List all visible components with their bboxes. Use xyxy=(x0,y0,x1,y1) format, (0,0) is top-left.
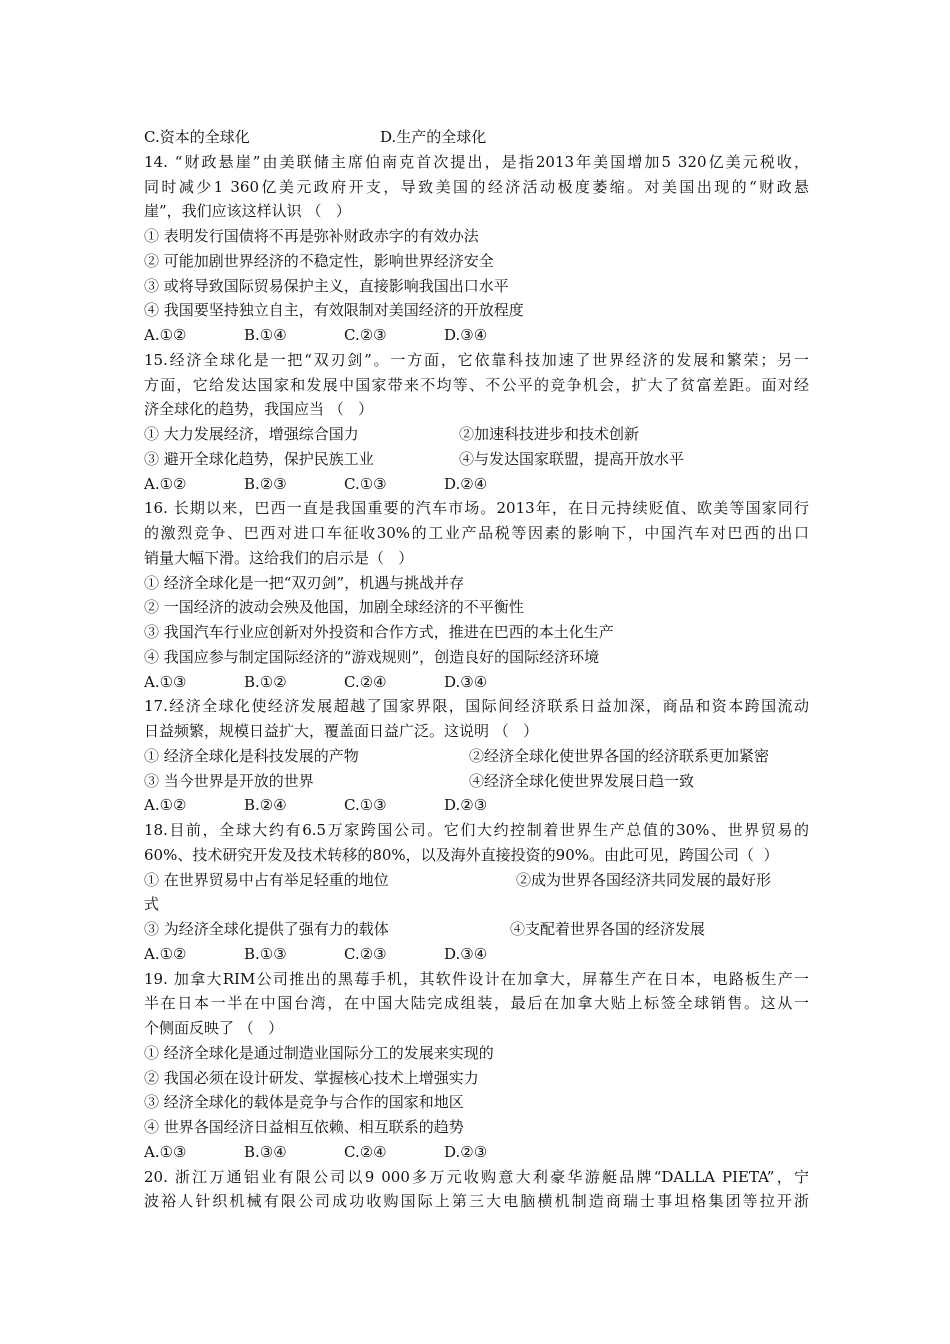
q15-option-d: D.②④ xyxy=(444,474,488,493)
q18-statement-3: ③ 为经济全球化提供了强有力的载体 xyxy=(144,920,389,938)
q19-answer-options xyxy=(144,1140,809,1165)
q16-stem-line-3: 销量大幅下滑。这给我们的启示是（ ） xyxy=(144,548,414,567)
q19-statement-3: ③ 经济全球化的载体是竞争与合作的国家和地区 xyxy=(144,1093,464,1112)
q19-statement-1: ① 经济全球化是通过制造业国际分工的发展来实现的 xyxy=(144,1043,494,1062)
q17-option-c: C.①③ xyxy=(344,796,387,815)
q18-stem-line-2: 60%、技术研究开发及技术转移的80%，以及海外直接投资的90%。由此可见，跨国公司（ ） xyxy=(144,845,779,864)
q18-statements-1-2 xyxy=(144,868,809,893)
q14-stem-line-1: 14. “财政悬崖”由美联储主席伯南克首次提出，是指2013年美国增加5 320亿美元税收， xyxy=(144,152,809,171)
q18-statement-2-wrap: 式 xyxy=(144,895,160,914)
q19-stem-line-2: 半在日本一半在中国台湾，在中国大陆完成组装，最后在加拿大贴上标签全球销售。这从一 xyxy=(144,994,809,1013)
q17-statement-4: ④经济全球化使世界发展日趋一致 xyxy=(469,771,695,790)
q17-statement-3: ③ 当今世界是开放的世界 xyxy=(144,771,314,790)
q15-option-b: B.②③ xyxy=(244,474,287,493)
q19-statement-4: ④ 世界各国经济日益相互依赖、相互联系的趋势 xyxy=(144,1118,464,1136)
q19-option-b: B.③④ xyxy=(244,1142,287,1161)
q17-statement-1: ① 经济全球化是科技发展的产物 xyxy=(144,746,359,765)
q16-option-b: B.①② xyxy=(244,672,287,691)
q14-stem-line-2: 同时减少1 360亿美元政府开支，导致美国的经济活动极度萎缩。对美国出现的“财政悬 xyxy=(144,177,809,196)
q16-option-c: C.②④ xyxy=(344,672,387,691)
document-page xyxy=(144,125,809,1214)
q17-statement-2: ②经济全球化使世界各国的经济联系更加紧密 xyxy=(469,746,770,765)
q18-option-d: D.③④ xyxy=(444,944,488,963)
q13-option-d: D.生产的全球化 xyxy=(380,128,487,146)
q15-statement-1: ① 大力发展经济，增强综合国力 xyxy=(144,425,359,443)
q16-option-d: D.③④ xyxy=(444,672,488,691)
q15-statements-3-4 xyxy=(144,447,809,472)
q14-stem-line-3: 崖”，我们应该这样认识 （ ） xyxy=(144,202,351,221)
q18-stem-line-1: 18.目前，全球大约有6.5万家跨国公司。它们大约控制着世界生产总值的30%、世界贸易的 xyxy=(144,821,809,839)
q20-stem-line-1: 20. 浙江万通铝业有限公司以9 000多万元收购意大利豪华游艇品牌“DALLA PIETA”，宁 xyxy=(144,1167,809,1186)
q14-option-d: D.③④ xyxy=(444,326,488,344)
q18-statement-1: ① 在世界贸易中占有举足轻重的地位 xyxy=(144,870,389,889)
q20-stem-line-2: 波裕人针织机械有限公司成功收购国际上第三大电脑横机制造商瑞士事坦格集团等拉开浙 xyxy=(144,1192,809,1211)
q19-stem-line-3: 个侧面反映了 （ ） xyxy=(144,1019,284,1037)
q17-option-b: B.②④ xyxy=(244,796,287,815)
q19-stem-line-1: 19. 加拿大RIM公司推出的黑莓手机，其软件设计在加拿大，屏幕生产在日本，电路板生产一 xyxy=(144,969,809,988)
q18-option-b: B.①③ xyxy=(244,944,287,963)
q18-statement-2: ②成为世界各国经济共同发展的最好形 xyxy=(516,870,772,889)
q15-option-a: A.①② xyxy=(144,474,187,493)
q13-options-cd xyxy=(144,125,809,150)
q19-option-a: A.①③ xyxy=(144,1142,187,1161)
q15-statement-4: ④与发达国家联盟，提高开放水平 xyxy=(459,449,685,468)
q19-option-c: C.②④ xyxy=(344,1142,387,1161)
q15-stem-line-3: 济全球化的趋势，我国应当 （ ） xyxy=(144,400,374,419)
q15-statements-1-2 xyxy=(144,422,809,447)
q15-option-c: C.①③ xyxy=(344,474,387,493)
q18-answer-options xyxy=(144,942,809,967)
q15-statement-2: ②加速科技进步和技术创新 xyxy=(459,425,640,443)
q13-option-c: C.资本的全球化 xyxy=(144,128,250,146)
q17-option-a: A.①② xyxy=(144,796,187,815)
q18-option-a: A.①② xyxy=(144,944,187,963)
q16-stem-line-2: 的激烈竞争、巴西对进口车征收30%的工业产品税等因素的影响下，中国汽车对巴西的出口 xyxy=(144,524,809,542)
q16-answer-options xyxy=(144,670,809,695)
q14-statement-2: ② 可能加剧世界经济的不稳定性，影响世界经济安全 xyxy=(144,251,494,270)
q14-option-c: C.②③ xyxy=(344,326,387,344)
q15-stem-line-1: 15.经济全球化是一把“双刃剑”。一方面，它依靠科技加速了世界经济的发展和繁荣；另一 xyxy=(144,350,809,369)
q14-statement-3: ③ 或将导致国际贸易保护主义，直接影响我国出口水平 xyxy=(144,276,509,295)
q17-statements-3-4 xyxy=(144,769,809,794)
q19-option-d: D.②③ xyxy=(444,1142,488,1161)
q14-option-a: A.①② xyxy=(144,326,187,344)
q16-statement-4: ④ 我国应参与制定国际经济的“游戏规则”，创造良好的国际经济环境 xyxy=(144,647,600,666)
q17-stem-line-1: 17.经济全球化使经济发展超越了国家界限，国际间经济联系日益加深，商品和资本跨国流动 xyxy=(144,697,809,716)
q14-statement-4: ④ 我国要坚持独立自主，有效限制对美国经济的开放程度 xyxy=(144,301,524,320)
q17-answer-options xyxy=(144,793,809,818)
q16-option-a: A.①③ xyxy=(144,672,187,691)
q14-option-b: B.①④ xyxy=(244,326,287,344)
q17-stem-line-2: 日益频繁，规模日益扩大，覆盖面日益广泛。这说明 （ ） xyxy=(144,722,539,740)
q18-statement-4: ④支配着世界各国的经济发展 xyxy=(510,920,706,938)
q17-option-d: D.②③ xyxy=(444,796,488,815)
q18-option-c: C.②③ xyxy=(344,944,387,963)
q16-stem-line-1: 16. 长期以来，巴西一直是我国重要的汽车市场。2013年，在日元持续贬值、欧美等国家同行 xyxy=(144,499,809,518)
q19-statement-2: ② 我国必须在设计研发、掌握核心技术上增强实力 xyxy=(144,1068,479,1087)
q17-statements-1-2 xyxy=(144,744,809,769)
q15-answer-options xyxy=(144,472,809,497)
q16-statement-1: ① 经济全球化是一把“双刃剑”，机遇与挑战并存 xyxy=(144,573,465,592)
q16-statement-2: ② 一国经济的波动会殃及他国，加剧全球经济的不平衡性 xyxy=(144,598,524,617)
q14-answer-options xyxy=(144,323,809,348)
q14-statement-1: ① 表明发行国债将不再是弥补财政赤字的有效办法 xyxy=(144,227,479,245)
q16-statement-3: ③ 我国汽车行业应创新对外投资和合作方式，推进在巴西的本土化生产 xyxy=(144,623,614,641)
q15-stem-line-2: 方面，它给发达国家和发展中国家带来不均等、不公平的竞争机会，扩大了贫富差距。面对经 xyxy=(144,375,809,394)
q18-statements-3-4 xyxy=(144,917,809,942)
q15-statement-3: ③ 避开全球化趋势，保护民族工业 xyxy=(144,449,374,468)
